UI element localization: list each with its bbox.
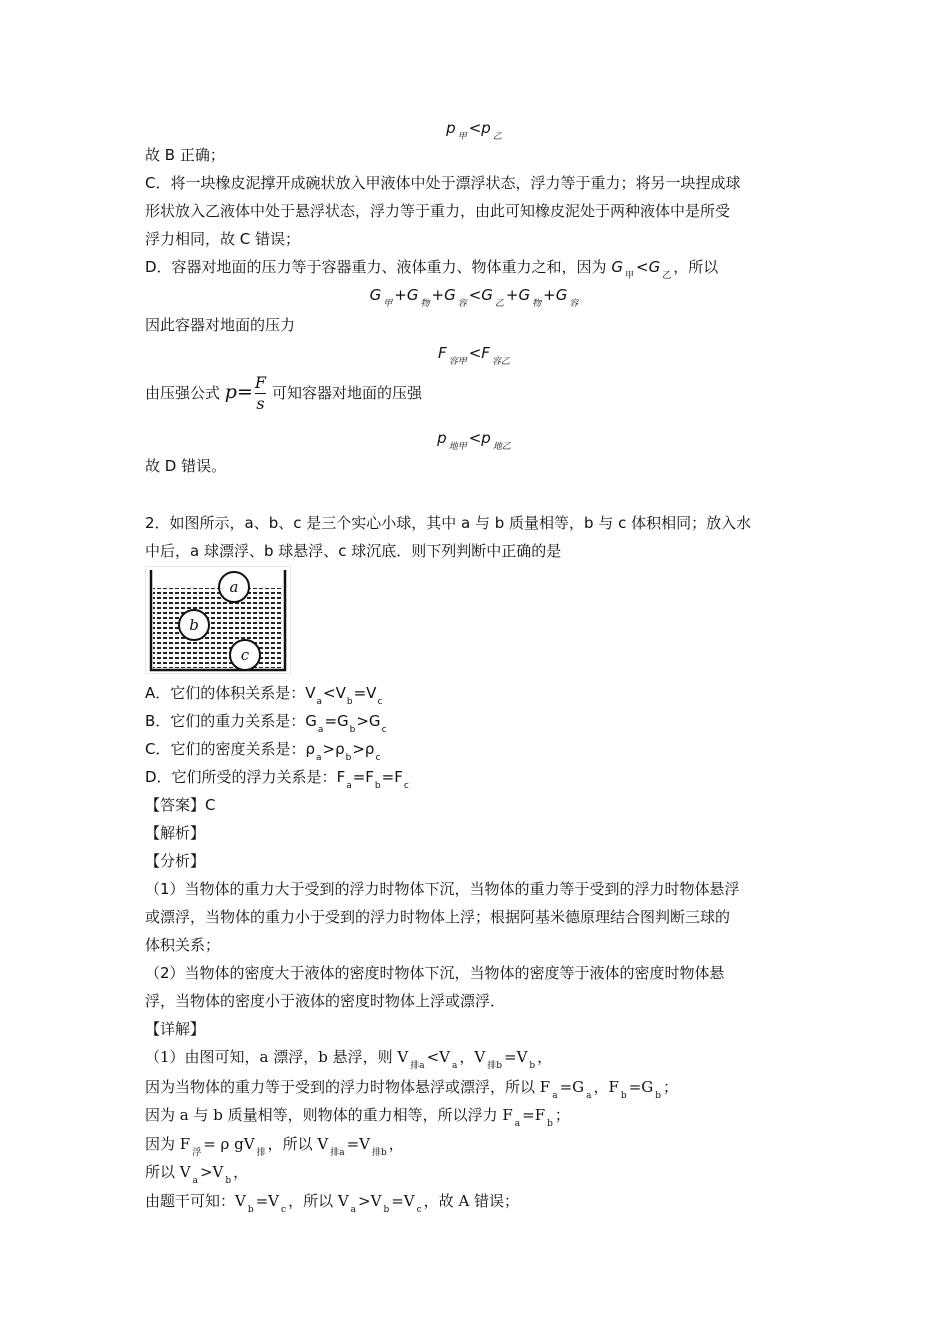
detail-line-4: 因为 F $_浮$ = ρ gV $_排$ ，所以 V $_{排a}$ =V $_{排b}$ ， (145, 1135, 404, 1158)
detail-line-5: 所以 V $_a$ >V $_b$ ， (145, 1163, 249, 1186)
beaker-figure (145, 566, 291, 674)
option-c: C．它们的密度关系是：$\rho_a>\rho_b>\rho_c$ (145, 740, 381, 763)
ground-pressure-eq: p $_{地甲}$ <p $_{地乙}$ (437, 429, 511, 452)
option-c-line-2: 形状放入乙液体中处于悬浮状态，浮力等于重力，由此可知橡皮泥处于两种液体中是所受 (145, 202, 731, 220)
question-2-line-2: 中后，a 球漂浮、b 球悬浮、c 球沉底．则下列判断中正确的是 (145, 542, 562, 560)
detail-line-2: 因为当物体的重力等于受到的浮力时物体悬浮或漂浮，所以 F $_a$ =G $_a$ ，F $_b$ =G $_b$ ； (145, 1078, 679, 1101)
pressure-force-intro: 因此容器对地面的压力 (145, 316, 296, 334)
analysis-line-4: （2）当物体的密度大于液体的密度时物体下沉，当物体的密度等于液体的密度时物体悬 (145, 964, 725, 982)
weight-eq: G $_甲$ +G $_物$ +G $_容$ <G $_乙$ +G $_物$ +G $_容$ (369, 286, 579, 309)
conclusion-d: 故 D 错误。 (145, 457, 227, 475)
question-2-line-1: 2．如图所示，a、b、c 是三个实心小球，其中 a 与 b 质量相等，b 与 c 体积相同；放入水 (145, 514, 752, 532)
analysis-heading: 【解析】 (145, 824, 206, 842)
analysis-line-5: 浮，当物体的密度小于液体的密度时物体上浮或漂浮． (145, 992, 506, 1010)
detail-heading: 【详解】 (145, 1020, 206, 1038)
pressure-eq-top: p $_甲$ <p $_乙$ (446, 119, 502, 142)
water-region (153, 588, 283, 668)
detail-line-1: （1）由图可知，a 漂浮，b 悬浮，则 V $_{排a}$ <V $_a$ ，V $_{排b}$ =V $_b$ ， (145, 1048, 553, 1071)
analysis-line-2: 或漂浮，当物体的重力小于受到的浮力时物体上浮；根据阿基米德原理结合图判断三球的 (145, 908, 731, 926)
option-a: A．它们的体积关系是：$V_a<V_b=V_c$ (145, 684, 383, 707)
option-b: B．它们的重力关系是：$G_a=G_b>G_c$ (145, 712, 387, 735)
detail-line-6: 由题干可知：V $_b$ =V $_c$ ，所以 V $_a$ >V $_b$ =V $_c$ ，故 A 错误； (145, 1192, 520, 1215)
ball-b-label: b (189, 616, 199, 634)
fenxi-heading: 【分析】 (145, 852, 206, 870)
fraction-f-over-s: $\frac{F}{s}$ (254, 373, 266, 413)
pressure-formula-line: 由压强公式 p= $\frac{F}{s}$ 可知容器对地面的压强 (145, 373, 423, 413)
detail-line-3: 因为 a 与 b 质量相等，则物体的重力相等，所以浮力 F $_a$ =F $_b$ ； (145, 1106, 570, 1129)
option-c-line-1: C．将一块橡皮泥撑开成碗状放入甲液体中处于漂浮状态，浮力等于重力；将另一块捏成球 (145, 174, 741, 192)
answer: 【答案】C (145, 796, 216, 814)
analysis-line-3: 体积关系； (145, 936, 221, 954)
conclusion-b: 故 B 正确； (145, 146, 225, 164)
force-eq: F $_{容甲}$ <F $_{容乙}$ (438, 344, 510, 367)
ball-c-label: c (240, 646, 250, 664)
option-d-line: D．容器对地面的压力等于容器重力、液体重力、物体重力之和，因为 G $_甲$ <G $_乙$ ，所以 (145, 258, 719, 281)
analysis-line-1: （1）当物体的重力大于受到的浮力时物体下沉，当物体的重力等于受到的浮力时物体悬浮 (145, 880, 740, 898)
option-c-line-3: 浮力相同，故 C 错误； (145, 230, 301, 248)
ball-a-label: a (229, 578, 239, 596)
option-d: D．它们所受的浮力关系是：$F_a=F_b=F_c$ (145, 768, 409, 791)
